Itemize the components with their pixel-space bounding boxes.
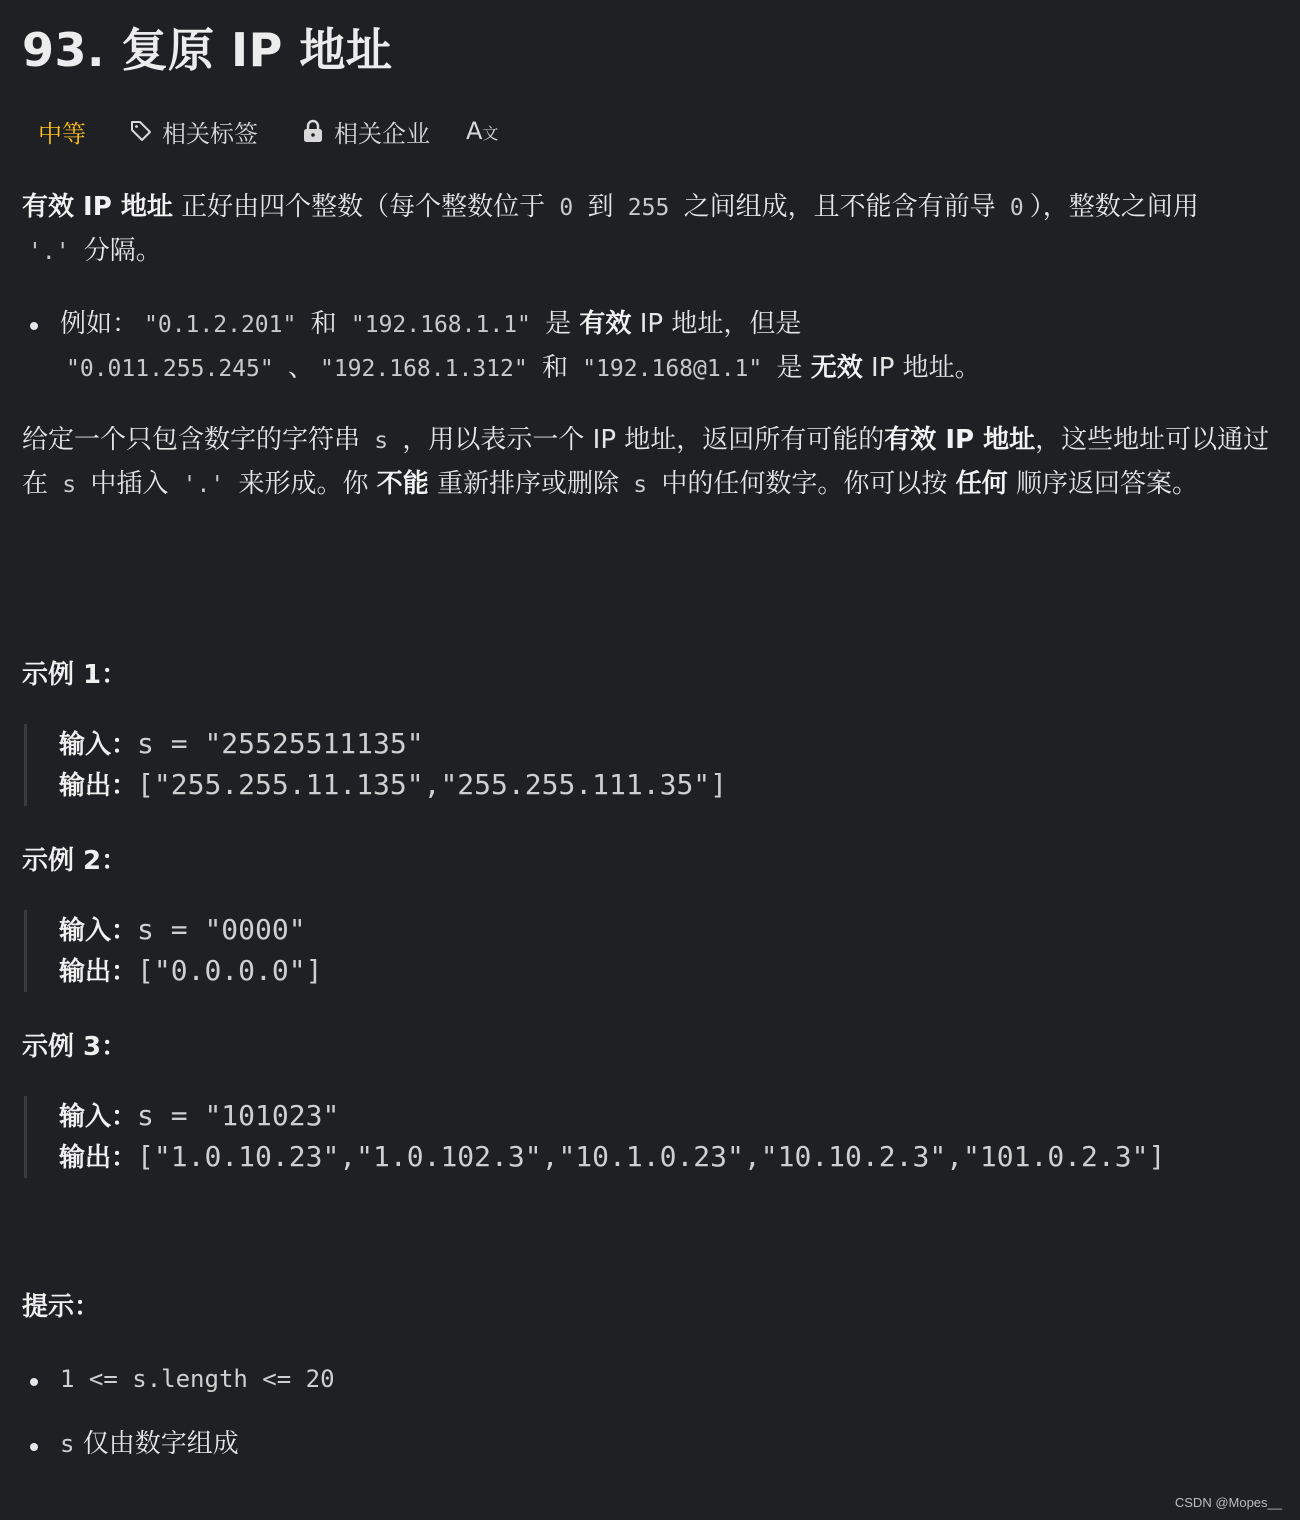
input-label: 输入： <box>59 916 138 946</box>
output-label: 输出： <box>59 771 138 801</box>
inline-code: s <box>62 472 77 498</box>
tag-icon <box>128 118 154 144</box>
text: 顺序返回答案。 <box>1007 469 1198 499</box>
bold-text: 有效 <box>579 309 632 339</box>
related-tags-button[interactable] <box>110 107 276 155</box>
example-input-line <box>59 724 1259 765</box>
output-value: ["0.0.0.0"] <box>137 954 323 987</box>
problem-title: 93. 复原 IP 地址 <box>22 23 393 77</box>
inline-code: "192.168.1.1" <box>350 312 531 338</box>
inline-code: "0.1.2.201" <box>144 312 297 338</box>
input-value: s = "0000" <box>137 913 306 946</box>
example-3-heading: 示例 3： <box>22 1032 128 1062</box>
text: 、 <box>279 353 314 383</box>
example-bullet-list <box>22 303 1278 391</box>
text: 和 <box>533 353 577 383</box>
difficulty-badge[interactable]: 中等 <box>38 119 86 148</box>
tag-bar <box>22 106 516 156</box>
text: IP 地址，但是 <box>631 309 802 339</box>
bold-text: 任何 <box>955 469 1008 499</box>
example-1-heading: 示例 1： <box>22 660 128 690</box>
lock-icon <box>300 118 326 144</box>
bold-text: 无效 <box>810 353 863 383</box>
inline-code: "192.168.1.312" <box>319 356 528 382</box>
text: 重新排序或删除 <box>428 469 628 499</box>
inline-code: s <box>60 1430 75 1458</box>
watermark: CSDN @Mopes__ <box>1174 1495 1282 1510</box>
list-item <box>22 303 1278 391</box>
output-label: 输出： <box>59 957 138 987</box>
input-label: 输入： <box>59 730 138 760</box>
inline-code: s <box>374 428 389 454</box>
example-1-block <box>24 724 1259 806</box>
related-companies-button[interactable] <box>282 107 448 155</box>
example-2-heading: 示例 2： <box>22 846 128 876</box>
inline-code: s <box>633 472 648 498</box>
example-3-block <box>24 1096 1259 1178</box>
list-item <box>22 1424 1278 1464</box>
example-output-line <box>59 765 1259 806</box>
input-value: s = "101023" <box>137 1099 340 1132</box>
inline-code: '.' <box>182 472 225 498</box>
input-value: s = "25525511135" <box>137 727 424 760</box>
text: ），整数之间用 <box>1029 192 1199 222</box>
hints-list <box>22 1359 1278 1489</box>
text: 和 <box>302 309 345 339</box>
text: 来形成。你 <box>230 469 377 499</box>
example-2-block <box>24 910 1259 992</box>
text: 到 <box>579 192 622 222</box>
related-companies-label: 相关企业 <box>334 119 430 148</box>
related-tags-label: 相关标签 <box>162 119 258 148</box>
bold-text: 有效 IP 地址 <box>22 192 173 222</box>
output-value: ["1.0.10.23","1.0.102.3","10.1.0.23","10.10.2.3","101.0.2.3"] <box>137 1140 1166 1173</box>
text: 之间组成，且不能含有前导 <box>675 192 1004 222</box>
description-paragraph-2 <box>22 419 1278 507</box>
text: 分隔。 <box>75 236 162 266</box>
output-value: ["255.255.11.135","255.255.111.35"] <box>137 768 728 801</box>
inline-code: 1 <= s.length <= 20 <box>60 1365 335 1393</box>
inline-code: 0 <box>1009 195 1024 221</box>
text: 中的任何数字。你可以按 <box>653 469 956 499</box>
text: ，这些地址可以通过在 <box>22 425 1270 499</box>
translate-icon: A文 <box>466 117 499 145</box>
text: 是 <box>536 309 580 339</box>
text: 例如： <box>60 309 139 339</box>
hints-heading: 提示： <box>22 1292 101 1322</box>
inline-code: "192.168@1.1" <box>582 356 763 382</box>
text: 是 <box>768 353 811 383</box>
bold-text: 不能 <box>376 469 429 499</box>
text: ，用以表示一个 IP 地址，返回所有可能的 <box>394 425 885 455</box>
text: 仅由数字组成 <box>74 1429 239 1459</box>
inline-code: "0.011.255.245" <box>66 356 274 382</box>
input-label: 输入： <box>59 1102 138 1132</box>
example-input-line <box>59 910 1259 951</box>
example-output-line <box>59 951 1259 992</box>
output-label: 输出： <box>59 1143 138 1173</box>
example-output-line <box>59 1137 1259 1178</box>
translate-button[interactable] <box>454 107 510 155</box>
bold-text: 有效 IP 地址 <box>884 425 1036 455</box>
example-input-line <box>59 1096 1259 1137</box>
text: 给定一个只包含数字的字符串 <box>22 425 369 455</box>
text: IP 地址。 <box>862 353 981 383</box>
inline-code: 0 <box>559 195 574 221</box>
description-paragraph-1 <box>22 186 1278 274</box>
text: 正好由四个整数（每个整数位于 <box>172 192 554 222</box>
list-item <box>22 1359 1278 1399</box>
inline-code: 255 <box>627 195 670 221</box>
text: 中插入 <box>82 469 177 499</box>
inline-code: '.' <box>28 239 70 265</box>
